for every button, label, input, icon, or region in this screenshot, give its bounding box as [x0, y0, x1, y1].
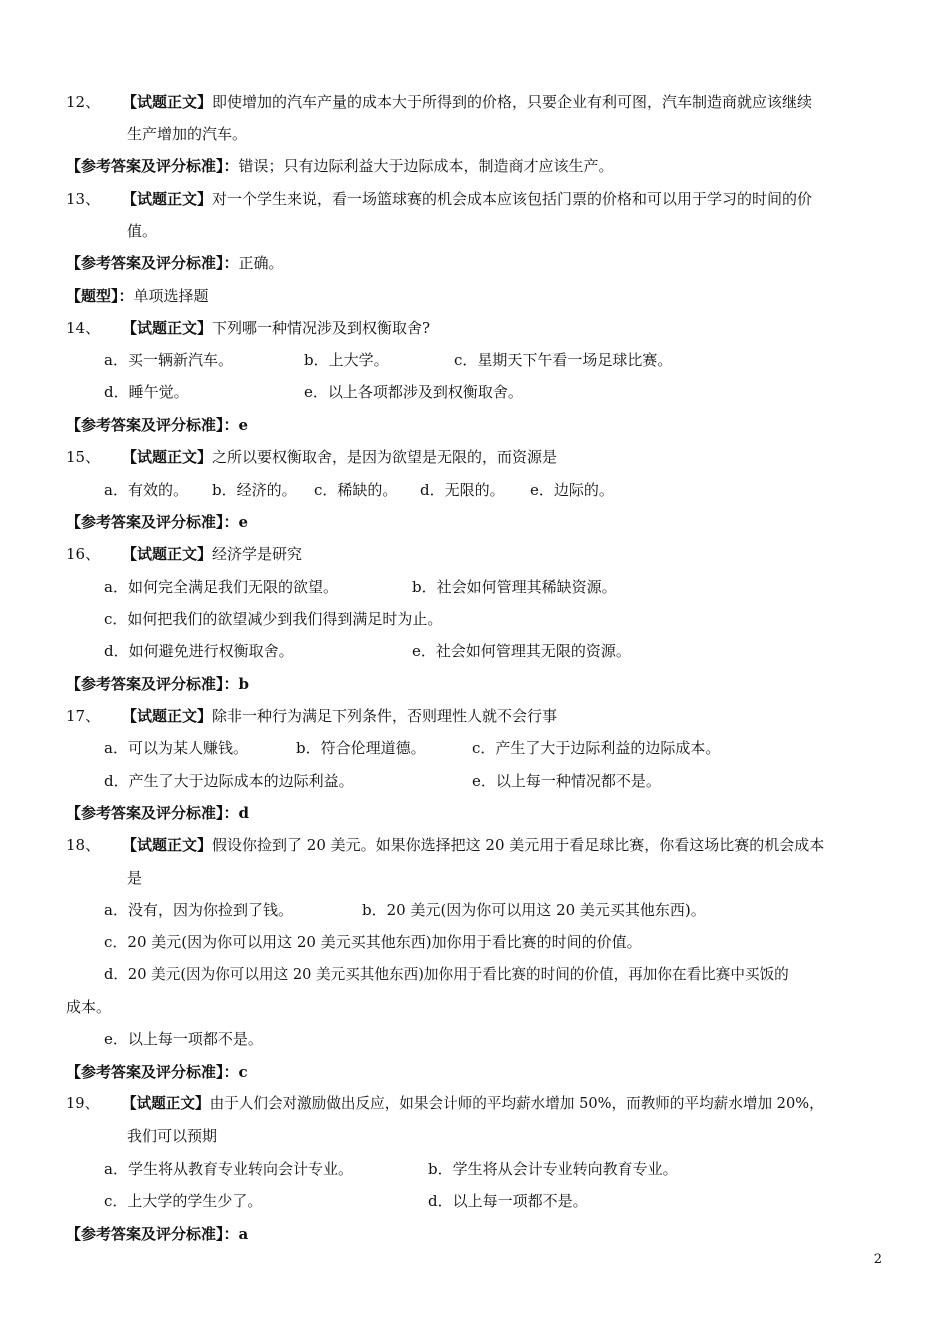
question-tag: 【试题正文】	[122, 707, 213, 725]
option-14e: e．以上各项都涉及到权衡取舍。	[304, 383, 523, 401]
question-tag: 【试题正文】	[122, 545, 213, 563]
answer-label: 【参考答案及评分标准】：	[66, 804, 239, 822]
option-15e: e．边际的。	[530, 481, 614, 499]
option-19c: c．上大学的学生少了。	[104, 1192, 263, 1210]
question-number: 13、	[66, 190, 101, 208]
section-type	[66, 286, 209, 306]
question-tag: 【试题正文】	[122, 190, 213, 208]
option-15b: b．经济的。	[212, 481, 297, 499]
section-label: 【题型】：	[66, 287, 134, 305]
page-number: 2	[873, 1252, 882, 1267]
question-tag: 【试题正文】	[122, 448, 213, 466]
option-19d: d．以上每一项都不是。	[428, 1192, 588, 1210]
option-18a: a．没有，因为你捡到了钱。	[104, 901, 293, 919]
answer-label: 【参考答案及评分标准】：	[66, 1063, 239, 1081]
question-number: 19、	[66, 1095, 100, 1112]
answer-value: a	[238, 1225, 249, 1243]
option-16b: b．社会如何管理其稀缺资源。	[412, 578, 617, 596]
option-18d: d．20 美元(因为你可以用这 20 美元买其他东西)加你用于看比赛的时间的价值，再加你在看比赛中买饭的	[104, 966, 789, 983]
question-text: 下列哪一种情况涉及到权衡取舍?	[212, 319, 431, 337]
option-14d: d．睡午觉。	[104, 383, 189, 401]
answer-12	[66, 156, 614, 176]
question-number: 16、	[66, 545, 101, 563]
answer-value: c	[238, 1063, 248, 1081]
option-18b: b．20 美元(因为你可以用这 20 美元买其他东西)。	[362, 901, 706, 919]
answer-label: 【参考答案及评分标准】：	[66, 254, 239, 272]
question-text: 之所以要权衡取舍，是因为欲望是无限的，而资源是	[212, 448, 558, 466]
answer-value: e	[238, 513, 249, 531]
section-value: 单项选择题	[133, 287, 209, 305]
question-tag: 【试题正文】	[122, 836, 213, 854]
question-12	[66, 92, 812, 112]
answer-label: 【参考答案及评分标准】：	[66, 675, 239, 693]
option-14b: b．上大学。	[304, 351, 389, 369]
option-17a: a．可以为某人赚钱。	[104, 739, 248, 757]
answer-16	[66, 674, 249, 694]
option-16d: d．如何避免进行权衡取舍。	[104, 642, 294, 660]
question-tag: 【试题正文】	[122, 319, 213, 337]
option-16a: a．如何完全满足我们无限的欲望。	[104, 578, 338, 596]
question-13-cont: 值。	[127, 222, 158, 240]
question-text: 即使增加的汽车产量的成本大于所得到的价格，只要企业有利可图，汽车制造商就应该继续	[212, 93, 813, 111]
question-19	[66, 1094, 824, 1114]
answer-value: 正确。	[238, 254, 284, 272]
question-text: 除非一种行为满足下列条件，否则理性人就不会行事	[212, 707, 558, 725]
answer-value: b	[238, 675, 250, 693]
question-number: 15、	[66, 448, 101, 466]
question-text: 由于人们会对激励做出反应，如果会计师的平均薪水增加 50%，而教师的平均薪水增加 20%，	[209, 1095, 824, 1112]
question-tag: 【试题正文】	[122, 1095, 210, 1112]
answer-value: d	[238, 804, 250, 822]
question-text: 假设你捡到了 20 美元。如果你选择把这 20 美元用于看足球比赛，你看这场比赛的机会成本	[212, 836, 825, 854]
answer-13	[66, 253, 284, 273]
question-16	[66, 544, 302, 564]
answer-18	[66, 1062, 248, 1082]
option-18d-cont: 成本。	[66, 998, 112, 1016]
option-17d: d．产生了大于边际成本的边际利益。	[104, 772, 354, 790]
question-number: 14、	[66, 319, 101, 337]
question-13	[66, 189, 812, 209]
answer-15	[66, 512, 248, 532]
answer-17	[66, 803, 249, 823]
option-14c: c．星期天下午看一场足球比赛。	[454, 351, 673, 369]
question-19-cont: 我们可以预期	[127, 1127, 218, 1145]
question-18	[66, 835, 824, 855]
option-15d: d．无限的。	[420, 481, 505, 499]
answer-19	[66, 1224, 248, 1244]
question-number: 17、	[66, 707, 101, 725]
question-14	[66, 318, 430, 338]
answer-14	[66, 415, 248, 435]
option-14a: a．买一辆新汽车。	[104, 351, 233, 369]
option-17c: c．产生了大于边际利益的边际成本。	[472, 739, 721, 757]
option-17e: e．以上每一种情况都不是。	[472, 772, 661, 790]
option-16c: c．如何把我们的欲望减少到我们得到满足时为止。	[104, 610, 443, 628]
option-19a: a．学生将从教育专业转向会计专业。	[104, 1160, 353, 1178]
answer-label: 【参考答案及评分标准】：	[66, 1225, 239, 1243]
option-15c: c．稀缺的。	[314, 481, 398, 499]
question-text: 经济学是研究	[212, 545, 303, 563]
answer-label: 【参考答案及评分标准】：	[66, 416, 239, 434]
option-16e: e．社会如何管理其无限的资源。	[412, 642, 631, 660]
question-text: 对一个学生来说，看一场篮球赛的机会成本应该包括门票的价格和可以用于学习的时间的价	[212, 190, 813, 208]
question-number: 18、	[66, 836, 101, 854]
question-18-cont: 是	[127, 869, 143, 887]
question-number: 12、	[66, 93, 101, 111]
answer-label: 【参考答案及评分标准】：	[66, 157, 239, 175]
option-15a: a．有效的。	[104, 481, 188, 499]
option-18c: c．20 美元(因为你可以用这 20 美元买其他东西)加你用于看比赛的时间的价值。	[104, 933, 642, 951]
question-17	[66, 706, 557, 726]
question-15	[66, 447, 557, 467]
option-17b: b．符合伦理道德。	[296, 739, 426, 757]
answer-label: 【参考答案及评分标准】：	[66, 513, 239, 531]
answer-value: e	[238, 416, 249, 434]
option-18e: e．以上每一项都不是。	[104, 1030, 263, 1048]
option-19b: b．学生将从会计专业转向教育专业。	[428, 1160, 678, 1178]
answer-value: 错误；只有边际利益大于边际成本，制造商才应该生产。	[238, 157, 614, 175]
question-tag: 【试题正文】	[122, 93, 213, 111]
question-12-cont: 生产增加的汽车。	[127, 125, 248, 143]
